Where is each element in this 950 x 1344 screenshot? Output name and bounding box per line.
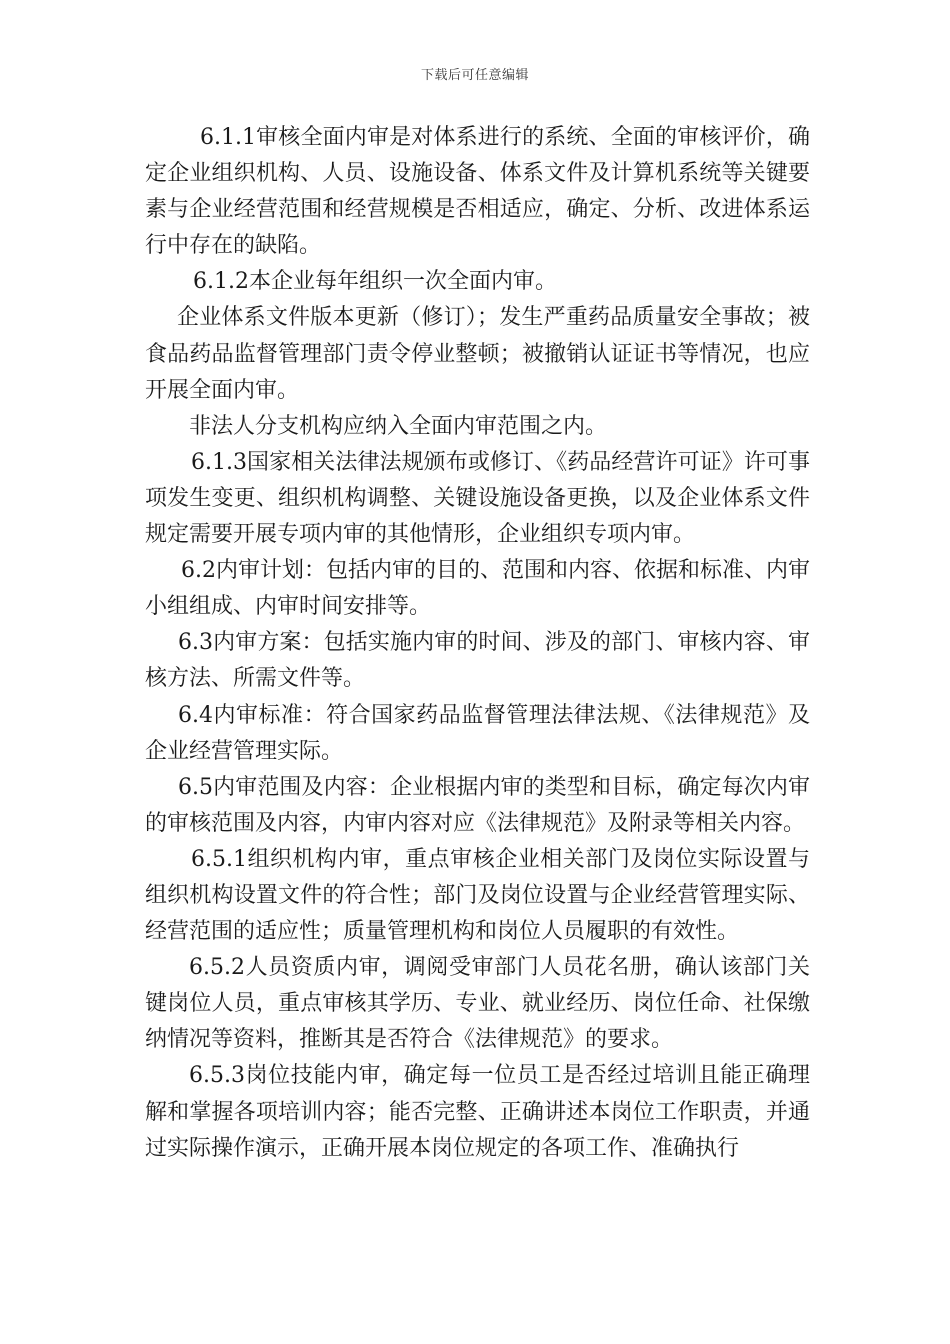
paragraph-6-5: 6.5内审范围及内容：企业根据内审的类型和目标，确定每次内审的审核范围及内容，内审内容对应《法律规范》及附录等相关内容。 [145,774,810,836]
paragraph-6-1-1: 6.1.1审核全面内审是对体系进行的系统、全面的审核评价，确定企业组织机构、人员、设施设备、体系文件及计算机系统等关键要素与企业经营范围和经营规模是否相适应，确定、分析、改进体系运行中存在的缺陷。 [145,125,810,259]
paragraph-6-4: 6.4内审标准：符合国家药品监督管理法律法规、《法律规范》及企业经营管理实际。 [145,702,810,764]
paragraph-6-1-2: 6.1.2本企业每年组织一次全面内审。 [193,269,557,295]
paragraph-6-5-3: 6.5.3岗位技能内审，确定每一位员工是否经过培训且能正确理解和掌握各项培训内容；能否完整、正确讲述本岗位工作职责，并通过实际操作演示，正确开展本岗位规定的各项工作、准确执行 [145,1063,810,1161]
document-body [145,120,810,1167]
paragraph-6-5-2: 6.5.2人员资质内审，调阅受审部门人员花名册，确认该部门关键岗位人员，重点审核其学历、专业、就业经历、岗位任命、社保缴纳情况等资料，推断其是否符合《法律规范》的要求。 [145,955,810,1053]
paragraph-6-2: 6.2内审计划：包括内审的目的、范围和内容、依据和标准、内审小组组成、内审时间安排等。 [145,558,810,620]
paragraph-branch-scope: 非法人分支机构应纳入全面内审范围之内。 [189,413,608,439]
paragraph-6-3: 6.3内审方案：包括实施内审的时间、涉及的部门、审核内容、审核方法、所需文件等。 [145,630,810,692]
download-note: 下载后可任意编辑 [420,68,529,83]
paragraph-6-1-3: 6.1.3国家相关法律法规颁布或修订、《药品经营许可证》许可事项发生变更、组织机构调整、关键设施设备更换，以及企业体系文件规定需要开展专项内审的其他情形，企业组织专项内审。 [145,449,810,548]
paragraph-full-audit-triggers: 企业体系文件版本更新（修订）；发生严重药品质量安全事故；被食品药品监督管理部门责令停业整顿；被撤销认证证书等情况，也应开展全面内审。 [145,305,810,403]
paragraph-6-5-1: 6.5.1组织机构内审，重点审核企业相关部门及岗位实际设置与组织机构设置文件的符合性；部门及岗位设置与企业经营管理实际、经营范围的适应性；质量管理机构和岗位人员履职的有效性。 [145,846,810,945]
